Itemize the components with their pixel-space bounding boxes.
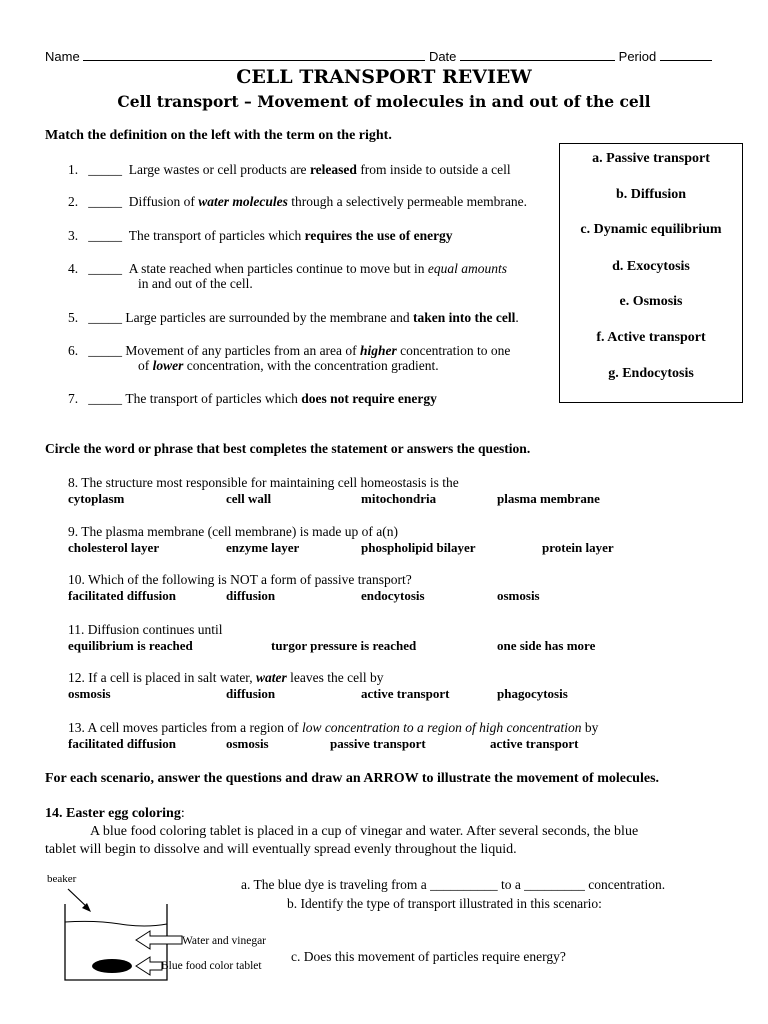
option[interactable]: active transport: [361, 686, 450, 701]
answer-blank[interactable]: _____: [88, 343, 122, 358]
option[interactable]: mitochondria: [361, 491, 437, 506]
period-label: Period: [618, 49, 657, 64]
term-e: e. Osmosis: [619, 294, 683, 309]
option[interactable]: one side has more: [497, 638, 596, 653]
scenario-text-2: tablet will begin to dissolve and will eventually spread evenly throughout the liquid.: [45, 842, 517, 857]
option[interactable]: cholesterol layer: [68, 540, 160, 555]
tablet-shape: [92, 959, 132, 973]
term-d: d. Exocytosis: [612, 259, 690, 274]
option[interactable]: enzyme layer: [226, 540, 300, 555]
option[interactable]: turgor pressure is reached: [271, 638, 417, 653]
answer-blank[interactable]: _____: [88, 261, 122, 276]
match-item-5: 5. _____ Large particles are surrounded by the membrane and taken into the cell.: [68, 310, 519, 325]
answer-blank[interactable]: _____: [88, 228, 122, 243]
page-title: CELL TRANSPORT REVIEW: [236, 66, 532, 88]
term-box: [559, 143, 743, 403]
term-f: f. Active transport: [596, 330, 706, 345]
circle-instructions: Circle the word or phrase that best completes the statement or answers the question.: [45, 441, 531, 456]
option[interactable]: phospholipid bilayer: [361, 540, 476, 555]
match-item-2: 2. _____ Diffusion of water molecules through a selectively permeable membrane.: [68, 194, 528, 209]
answer-blank[interactable]: _____: [88, 391, 122, 406]
question-12: 12. If a cell is placed in salt water, water leaves the cell by: [68, 670, 384, 685]
match-item-3: 3. _____ The transport of particles which requires the use of energy: [68, 228, 453, 243]
option[interactable]: diffusion: [226, 588, 276, 603]
tablet-label: Blue food color tablet: [161, 960, 262, 972]
option[interactable]: facilitated diffusion: [68, 736, 176, 751]
date-label: Date: [428, 49, 457, 64]
water-line: [65, 921, 167, 926]
question-14c: c. Does this movement of particles require energy?: [291, 949, 566, 964]
term-b: b. Diffusion: [615, 187, 687, 202]
scenario-instructions: For each scenario, answer the questions and draw an ARROW to illustrate the movement of molecules.: [45, 771, 660, 786]
matching-instructions: Match the definition on the left with the term on the right.: [45, 128, 392, 143]
name-field[interactable]: [83, 48, 425, 61]
option[interactable]: endocytosis: [361, 588, 425, 603]
answer-blank[interactable]: _____: [88, 162, 122, 177]
match-item-4-line2: in and out of the cell.: [138, 276, 253, 291]
question-8: 8. The structure most responsible for maintaining cell homeostasis is the: [68, 475, 459, 490]
date-field[interactable]: [460, 48, 615, 61]
match-item-7: 7. _____ The transport of particles which does not require energy: [68, 391, 437, 406]
name-label: Name: [45, 49, 80, 64]
question-14a: a. The blue dye is traveling from a __________ to a _________ concentration.: [241, 877, 666, 892]
option[interactable]: equilibrium is reached: [68, 638, 193, 653]
option[interactable]: protein layer: [542, 540, 614, 555]
answer-blank[interactable]: _____: [88, 194, 122, 209]
match-item-6: 6. _____ Movement of any particles from an area of higher concentration to one: [68, 343, 511, 358]
option[interactable]: plasma membrane: [497, 491, 600, 506]
question-11: 11. Diffusion continues until: [68, 622, 223, 637]
page-subtitle: Cell transport – Movement of molecules in and out of the cell: [117, 92, 651, 111]
option[interactable]: active transport: [490, 736, 579, 751]
option[interactable]: passive transport: [330, 736, 426, 751]
option[interactable]: facilitated diffusion: [68, 588, 176, 603]
option[interactable]: cytoplasm: [68, 491, 125, 506]
option[interactable]: phagocytosis: [497, 686, 568, 701]
option[interactable]: cell wall: [226, 491, 272, 506]
match-item-1: 1. _____ Large wastes or cell products are released from inside to outside a cell: [68, 162, 511, 177]
tablet-arrow: [136, 957, 162, 975]
option[interactable]: osmosis: [226, 736, 269, 751]
water-arrow: [136, 931, 182, 949]
beaker-pointer-arrow: [68, 889, 91, 912]
match-item-4: 4. _____ A state reached when particles continue to move but in equal amounts: [68, 261, 508, 276]
answer-blank[interactable]: _____: [88, 310, 122, 325]
match-item-6-line2: of lower concentration, with the concentration gradient.: [138, 358, 439, 373]
name-line: [45, 48, 712, 64]
term-c: c. Dynamic equilibrium: [580, 222, 722, 237]
beaker-label: beaker: [47, 873, 77, 885]
scenario-text-1: A blue food coloring tablet is placed in a cup of vinegar and water. After several seconds, the blue: [90, 824, 639, 839]
term-g: g. Endocytosis: [608, 366, 694, 381]
question-14b: b. Identify the type of transport illustrated in this scenario:: [287, 896, 602, 911]
option[interactable]: osmosis: [68, 686, 111, 701]
option[interactable]: diffusion: [226, 686, 276, 701]
question-10: 10. Which of the following is NOT a form of passive transport?: [68, 572, 412, 587]
water-label: Water and vinegar: [182, 935, 267, 947]
term-a: a. Passive transport: [592, 151, 710, 166]
question-9: 9. The plasma membrane (cell membrane) is made up of a(n): [68, 524, 398, 539]
scenario-heading: 14. Easter egg coloring:: [45, 806, 185, 821]
question-13: 13. A cell moves particles from a region of low concentration to a region of high concentration by: [68, 720, 599, 735]
period-field[interactable]: [660, 48, 712, 61]
option[interactable]: osmosis: [497, 588, 540, 603]
